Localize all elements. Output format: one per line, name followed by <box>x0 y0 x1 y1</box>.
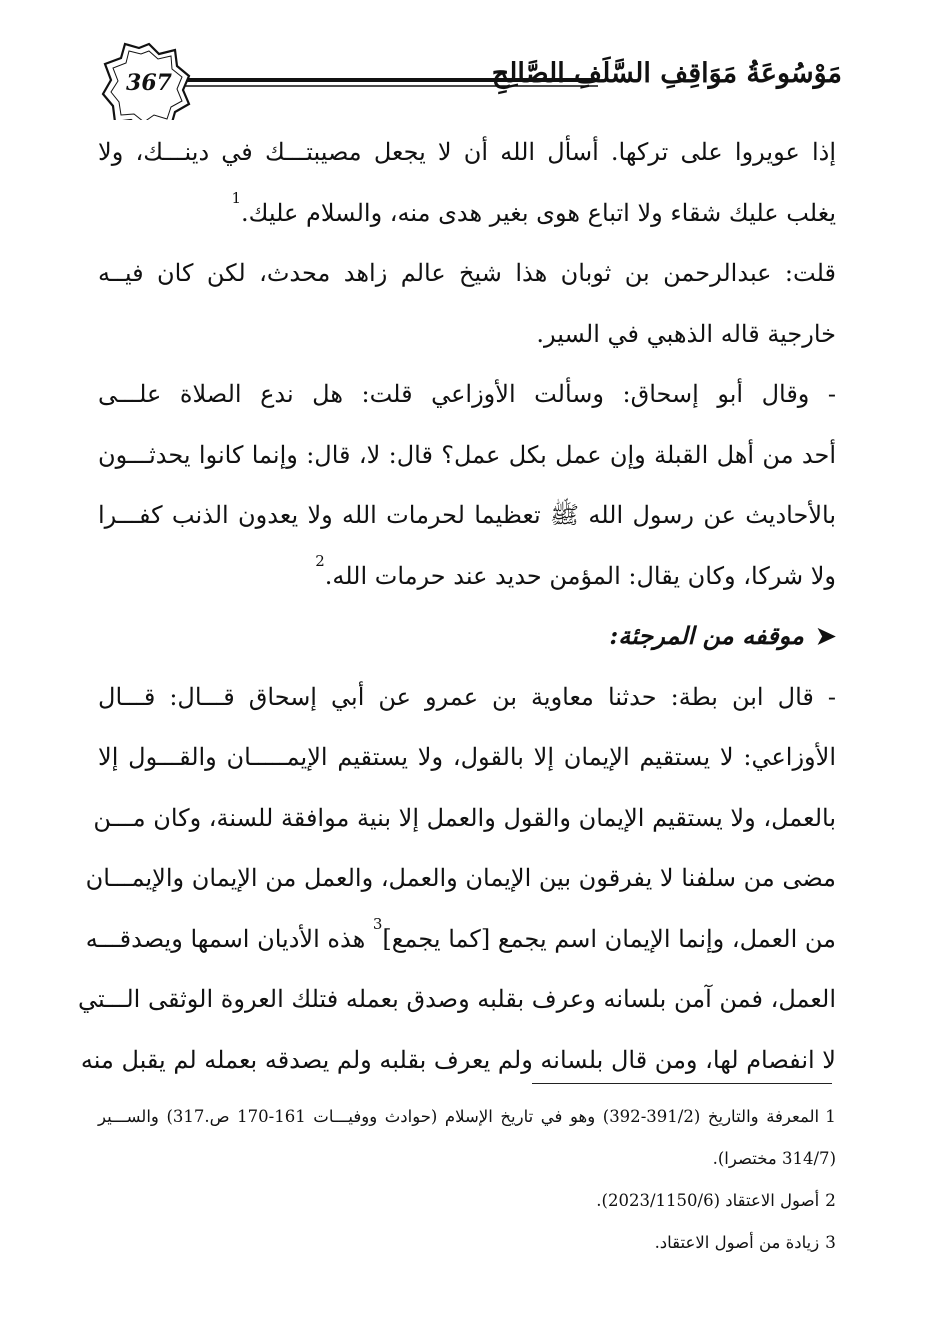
section-heading-text: موقفه من المرجئة: <box>609 621 804 650</box>
text-line: - وقال أبو إسحاق: وسألت الأوزاعي قلت: هل ندع الصلاة علـــى <box>98 380 836 408</box>
text-line: بالعمل، ولا يستقيم الإيمان والقول والعمل إلا بنية موافقة للسنة، وكان مـــن <box>93 803 836 832</box>
main-text <box>78 122 836 1090</box>
footnote-ref: 2 <box>315 551 325 570</box>
text-line: العمل، فمن آمن بلسانه وعرف بقلبه وصدق بعمله فتلك العروة الوثقى الـــتي <box>78 985 836 1013</box>
footnote-number: 3 <box>825 1233 836 1253</box>
text-line: - قال ابن بطة: حدثنا معاوية بن عمرو عن أبي إسحاق قـــال: قـــال <box>98 682 836 711</box>
section-heading <box>98 606 836 667</box>
text-line: إذا عويروا على تركها. أسأل الله أن لا يجعل مصيبتـــك في دينـــك، ولا <box>98 138 836 166</box>
text-line: أحد من أهل القبلة وإن عمل بكل عمل؟ قال: لا، قال: وإنما كانوا يحدثـــون <box>98 440 836 469</box>
footnote-ref: 3 <box>372 914 383 933</box>
text-line: من العمل، وإنما الإيمان اسم يجمع [كما يجمع]$^3$ هذه الأديان اسمها ويصدقـــه <box>85 914 836 953</box>
page-header <box>0 0 934 120</box>
text-line: قلت: عبدالرحمن بن ثوبان هذا شيخ عالم زاهد محدث، لكن كان فيــه <box>98 259 836 287</box>
text-line: خارجية قاله الذهبي في السير. <box>536 319 836 348</box>
footnote-1: 1المعرفة والتاريخ (391/2-392) وهو في تاريخ الإسلام (حوادث ووفيـــات 161-170 ص.317) والســـير <box>98 1096 836 1138</box>
footnote-separator <box>532 1083 832 1084</box>
text-line: بالأحاديث عن رسول الله ﷺ تعظيما لحرمات الله ولا يعدون الذنب كفـــرا <box>98 501 836 529</box>
page-number: 367 <box>126 70 172 96</box>
arrow-bullet-icon: ➤ <box>815 621 836 650</box>
text-line: يغلب عليك شقاء ولا اتباع هوى بغير هدى منه، والسلام عليك.$^1$ <box>231 188 836 227</box>
footnote-3: 3زيادة من أصول الاعتقاد. <box>98 1222 836 1264</box>
footnote-number: 2 <box>825 1191 836 1211</box>
footnote-ref: 1 <box>231 188 241 207</box>
footnote-2: 2أصول الاعتقاد (2023/1150/6). <box>98 1180 836 1222</box>
footnotes <box>98 1096 836 1264</box>
text-line: لا انفصام لها، ومن قال بلسانه ولم يعرف بقلبه ولم يصدقه بعمله لم يقبل منه <box>80 1045 836 1074</box>
footnote-number: 1 <box>825 1107 836 1127</box>
text-line: الأوزاعي: لا يستقيم الإيمان إلا بالقول، ولا يستقيم الإيمـــــان والقـــول إلا <box>98 743 836 771</box>
text-line: مضى من سلفنا لا يفرقون بين الإيمان والعمل، والعمل من الإيمان والإيمـــان <box>85 864 836 892</box>
text-line: ولا شركا، وكان يقال: المؤمن حديد عند حرمات الله.$^2$ <box>315 551 836 590</box>
footnote-1-cont: (314/7 مختصرا). <box>712 1149 836 1168</box>
book-title: مَوْسُوعَةُ مَوَاقِفِ السَّلَفِ الصَّالِحِ <box>491 58 842 89</box>
